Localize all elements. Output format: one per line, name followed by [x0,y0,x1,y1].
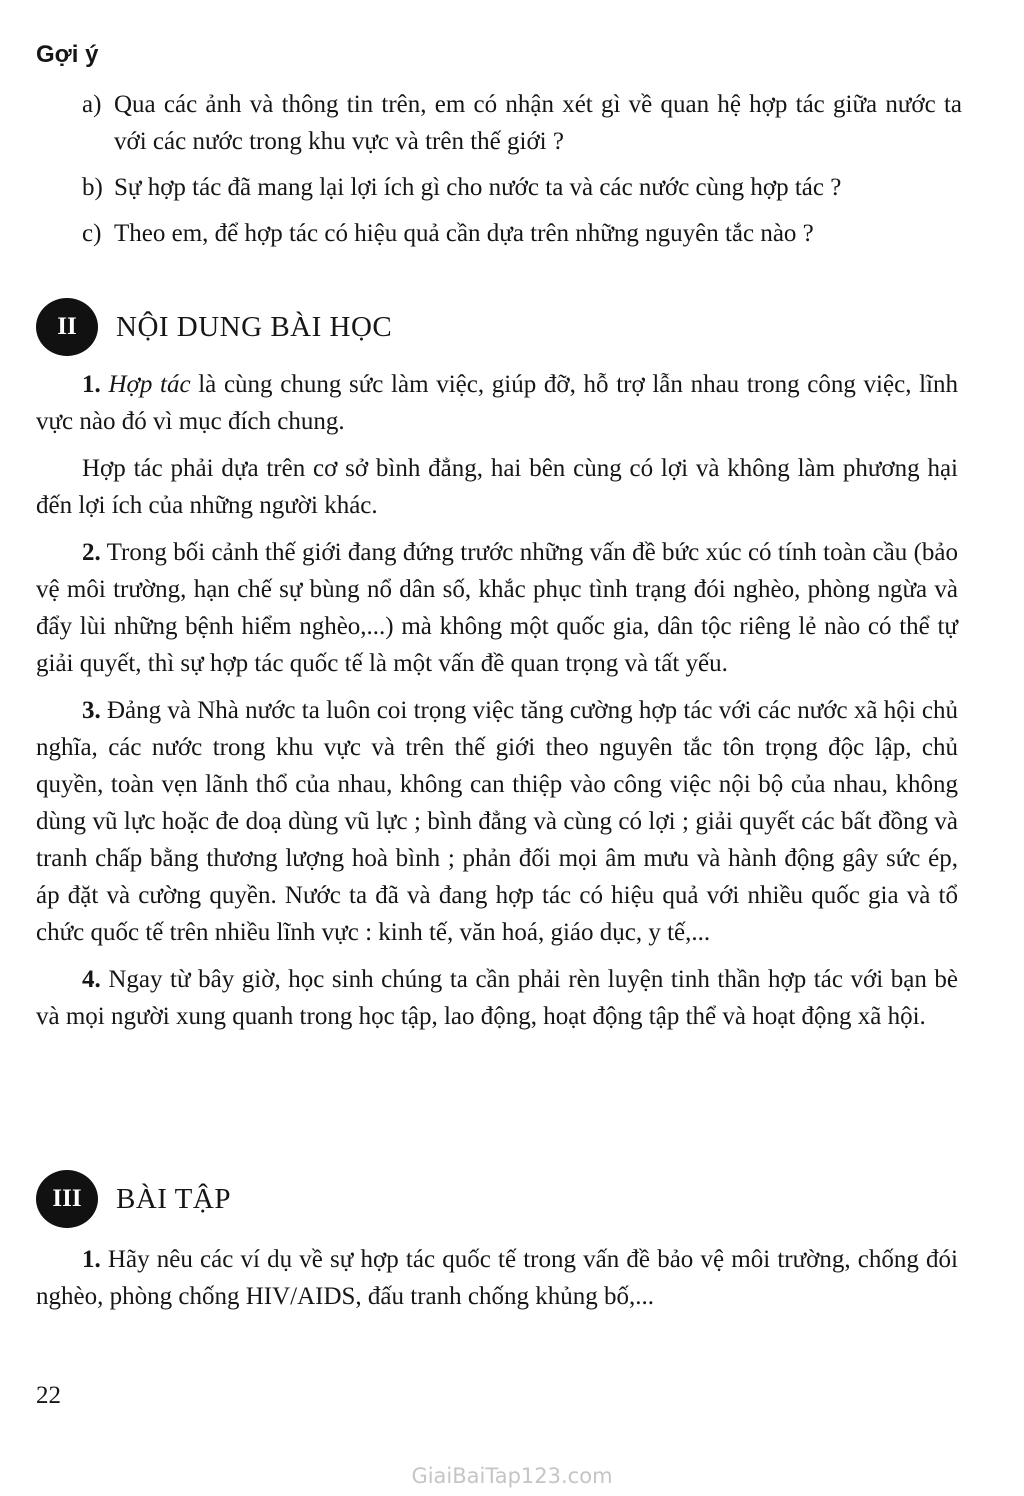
exercise-item-1 [36,1241,958,1315]
hint-question-a [82,86,962,160]
hint-question-letter: a) [82,91,102,118]
content-paragraph-3 [36,692,958,951]
page-number: 22 [36,1382,61,1409]
paragraph-text: là cùng chung sức làm việc, giúp đỡ, hỗ trợ lẫn nhau trong công việc, lĩnh vực nào đó vì mục đích chung. [36,371,959,435]
hint-question-list [82,86,962,261]
hint-heading: Gợi ý [36,41,99,68]
lesson-content [36,366,958,1045]
defined-term: Hợp tác [108,371,191,398]
section-number-badge: III [36,1170,98,1228]
paragraph-number: 3. [82,697,101,724]
exercise-list [36,1241,958,1325]
hint-question-text: Theo em, để hợp tác có hiệu quả cần dựa trên những nguyên tắc nào ? [114,220,814,247]
exercise-text: Hãy nêu các ví dụ về sự hợp tác quốc tế trong vấn đề bảo vệ môi trường, chống đói nghèo, phòng chống HIV/AIDS, đấu tranh chống khủng bố,... [36,1246,958,1310]
site-watermark: GiaiBaiTap123.com [411,1464,613,1488]
section-number-badge: II [36,298,98,356]
paragraph-text: Đảng và Nhà nước ta luôn coi trọng việc tăng cường hợp tác với các nước xã hội chủ nghĩa, các nước trong khu vực và trên thế giới theo nguyên tắc tôn trọng độc lập, chủ quyền, toàn vẹn lãnh thổ của nhau, không can thiệp vào công việc nội bộ của nhau, không dùng vũ lực hoặc đe doạ dùng vũ lực ; bình đẳng và cùng có lợi ; giải quyết các bất đồng và tranh chấp bằng thương lượng hoà bình ; phản đối mọi âm mưu và hành động gây sức ép, áp đặt và cường quyền. Nước ta đã và đang hợp tác có hiệu quả với nhiều quốc gia và tổ chức quốc tế trên nhiều lĩnh vực : kinh tế, văn hoá, giáo dục, y tế,... [36,697,958,946]
content-paragraph-1 [36,366,958,440]
section-title: BÀI TẬP [116,1182,231,1215]
paragraph-number: 4. [82,966,101,993]
hint-question-letter: b) [82,174,103,201]
section-heading-content [36,298,392,356]
section-title: NỘI DUNG BÀI HỌC [116,310,393,343]
paragraph-text: Trong bối cảnh thế giới đang đứng trước những vấn đề bức xúc có tính toàn cầu (bảo vệ môi trường, hạn chế sự bùng nổ dân số, khắc phục tình trạng đói nghèo, phòng ngừa và đẩy lùi những bệnh hiểm nghèo,...) mà không một quốc gia, dân tộc riêng lẻ nào có thể tự giải quyết, thì sự hợp tác quốc tế là một vấn đề quan trọng và tất yếu. [36,539,958,677]
content-paragraph-2 [36,534,958,682]
paragraph-number: 1. [82,371,101,398]
paragraph-text: Ngay từ bây giờ, học sinh chúng ta cần phải rèn luyện tinh thần hợp tác với bạn bè và mọi người xung quanh trong học tập, lao động, hoạt động tập thể và hoạt động xã hội. [36,966,958,1030]
hint-question-c [82,215,962,252]
hint-question-letter: c) [82,220,102,247]
exercise-number: 1. [82,1246,101,1273]
hint-question-text: Sự hợp tác đã mang lại lợi ích gì cho nước ta và các nước cùng hợp tác ? [114,174,842,201]
section-heading-exercise [36,1170,231,1228]
paragraph-number: 2. [82,539,101,566]
content-paragraph-4 [36,961,958,1035]
hint-question-b [82,169,962,206]
content-paragraph-1b: Hợp tác phải dựa trên cơ sở bình đẳng, hai bên cùng có lợi và không làm phương hại đến lợi ích của những người khác. [36,455,958,519]
hint-question-text: Qua các ảnh và thông tin trên, em có nhận xét gì về quan hệ hợp tác giữa nước ta với các nước trong khu vực và trên thế giới ? [114,91,962,155]
